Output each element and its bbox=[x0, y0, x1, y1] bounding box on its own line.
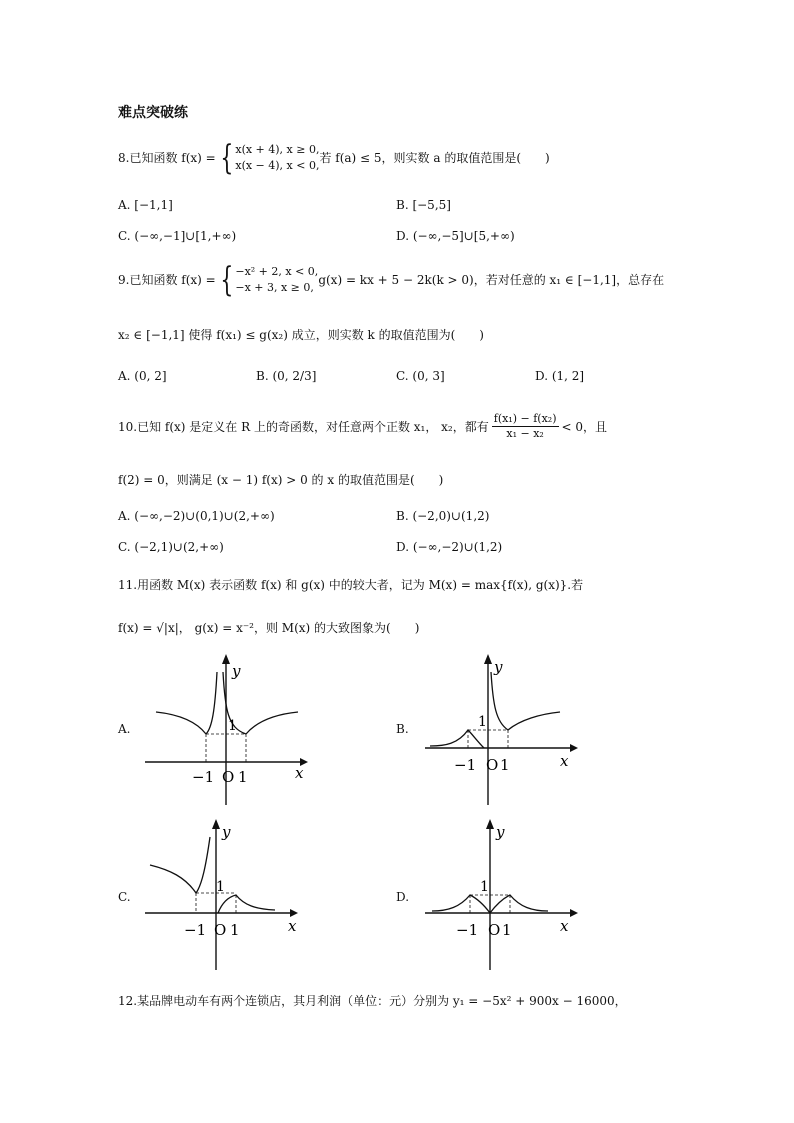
q8-prefix: 8.已知函数 f(x) = bbox=[118, 151, 216, 165]
question-8-stem bbox=[118, 138, 550, 178]
q9-option-d: D. (1, 2] bbox=[535, 369, 585, 383]
graph-c-curve-right bbox=[218, 895, 275, 913]
q10-fraction bbox=[492, 412, 559, 441]
graph-d-y-label: y bbox=[496, 823, 505, 841]
q8-option-d: D. (−∞,−5]∪[5,+∞) bbox=[396, 229, 515, 243]
section-heading: 难点突破练 bbox=[118, 105, 188, 121]
q8-option-a: A. [−1,1] bbox=[118, 198, 173, 212]
graph-d-origin: O bbox=[488, 921, 501, 939]
q9-suffix: g(x) = kx + 5 − 2k(k > 0)，若对任意的 x₁ ∈ [−1,1]，总存在 bbox=[318, 273, 665, 287]
graph-d-unit-label: 1 bbox=[480, 879, 489, 895]
graph-c-neg-one: −1 bbox=[184, 921, 207, 939]
q10-prefix: 10.已知 f(x) 是定义在 R 上的奇函数，对任意两个正数 x₁， x₂，都有 bbox=[118, 419, 489, 434]
q8-piecewise: { x(x + 4), x ≥ 0, x(x − 4), x < 0, bbox=[220, 138, 320, 178]
graph-c-unit-label: 1 bbox=[216, 879, 225, 895]
q10-option-b: B. (−2,0)∪(1,2) bbox=[396, 509, 490, 523]
graph-b-unit-label: 1 bbox=[478, 714, 487, 730]
graph-b bbox=[420, 650, 600, 810]
graph-b-x-arrow bbox=[570, 744, 578, 752]
graph-d-one: 1 bbox=[502, 921, 512, 939]
graph-a-one: 1 bbox=[238, 768, 248, 786]
graph-b-x-label: x bbox=[560, 752, 569, 770]
q8-suffix: 若 f(a) ≤ 5，则实数 a 的取值范围是( ) bbox=[319, 151, 550, 165]
q10-option-a: A. (−∞,−2)∪(0,1)∪(2,+∞) bbox=[118, 509, 275, 523]
graph-a-x-label: x bbox=[295, 764, 304, 782]
graph-d-x-label: x bbox=[560, 917, 569, 935]
graph-a-origin: O bbox=[222, 768, 235, 786]
graph-b-y-arrow bbox=[484, 654, 492, 664]
q11-line-1: 11.用函数 M(x) 表示函数 f(x) 和 g(x) 中的较大者，记为 M(x) = max{f(x), g(x)}.若 bbox=[118, 578, 584, 592]
question-9-stem bbox=[118, 260, 665, 300]
graph-a-y-arrow bbox=[222, 654, 230, 664]
q10-option-d: D. (−∞,−2)∪(1,2) bbox=[396, 540, 503, 554]
graph-b-y-label: y bbox=[494, 658, 503, 676]
graph-b-one: 1 bbox=[500, 756, 510, 774]
graph-c-y-arrow bbox=[212, 819, 220, 829]
graph-d bbox=[420, 815, 600, 975]
graph-a-unit-label: 1 bbox=[228, 718, 237, 734]
q12-line-1: 12.某品牌电动车有两个连锁店，其月利润（单位：元）分别为 y₁ = −5x² + 900x − 16000， bbox=[118, 994, 627, 1008]
graph-a-neg-one: −1 bbox=[192, 768, 215, 786]
q9-piecewise: { −x² + 2, x < 0, −x + 3, x ≥ 0, bbox=[220, 260, 319, 300]
graph-a-label: A. bbox=[118, 722, 131, 736]
graph-b-label: B. bbox=[396, 722, 409, 736]
q8-option-c: C. (−∞,−1]∪[1,+∞) bbox=[118, 229, 237, 243]
graph-a bbox=[140, 650, 320, 810]
graph-c-label: C. bbox=[118, 890, 131, 904]
graph-c-x-label: x bbox=[288, 917, 297, 935]
graph-c-y-label: y bbox=[222, 823, 231, 841]
q9-option-b: B. (0, 2/3] bbox=[256, 369, 317, 383]
graph-d-label: D. bbox=[396, 890, 410, 904]
q8-option-b: B. [−5,5] bbox=[396, 198, 451, 212]
graph-a-curve-left bbox=[156, 672, 217, 734]
graph-c-curve-left bbox=[150, 837, 210, 893]
q10-fraction-numerator: f(x₁) − f(x₂) bbox=[493, 412, 557, 425]
graph-d-neg-one: −1 bbox=[456, 921, 479, 939]
graph-d-y-arrow bbox=[486, 819, 494, 829]
graph-b-neg-one: −1 bbox=[454, 756, 477, 774]
graph-c-one: 1 bbox=[230, 921, 240, 939]
q8-case-1: x(x + 4), x ≥ 0, bbox=[235, 143, 320, 156]
graph-c-origin: O bbox=[214, 921, 227, 939]
question-10-stem bbox=[118, 412, 607, 441]
q10-line-2: f(2) = 0，则满足 (x − 1) f(x) > 0 的 x 的取值范围是( ) bbox=[118, 473, 444, 487]
q9-line-2: x₂ ∈ [−1,1] 使得 f(x₁) ≤ g(x₂) 成立，则实数 k 的取值范围为( ) bbox=[118, 328, 484, 342]
q11-line-2: f(x) = √|x|， g(x) = x⁻²，则 M(x) 的大致图象为( ) bbox=[118, 621, 420, 635]
q10-option-c: C. (−2,1)∪(2,+∞) bbox=[118, 540, 224, 554]
graph-d-x-arrow bbox=[570, 909, 578, 917]
graph-c-x-arrow bbox=[290, 909, 298, 917]
q9-case-2: −x + 3, x ≥ 0, bbox=[235, 281, 314, 294]
graph-b-curve-right bbox=[491, 672, 560, 730]
graph-a-y-label: y bbox=[232, 662, 241, 680]
graph-b-curve-left bbox=[430, 730, 484, 748]
q9-case-1: −x² + 2, x < 0, bbox=[235, 265, 319, 278]
q10-fraction-denominator: x₁ − x₂ bbox=[506, 427, 544, 440]
q9-option-a: A. (0, 2] bbox=[118, 369, 167, 383]
q9-option-c: C. (0, 3] bbox=[396, 369, 445, 383]
q9-prefix: 9.已知函数 f(x) = bbox=[118, 273, 216, 287]
graph-b-origin: O bbox=[486, 756, 499, 774]
q10-suffix: < 0，且 bbox=[561, 419, 608, 434]
q8-case-2: x(x − 4), x < 0, bbox=[235, 159, 320, 172]
graph-c bbox=[140, 815, 320, 975]
